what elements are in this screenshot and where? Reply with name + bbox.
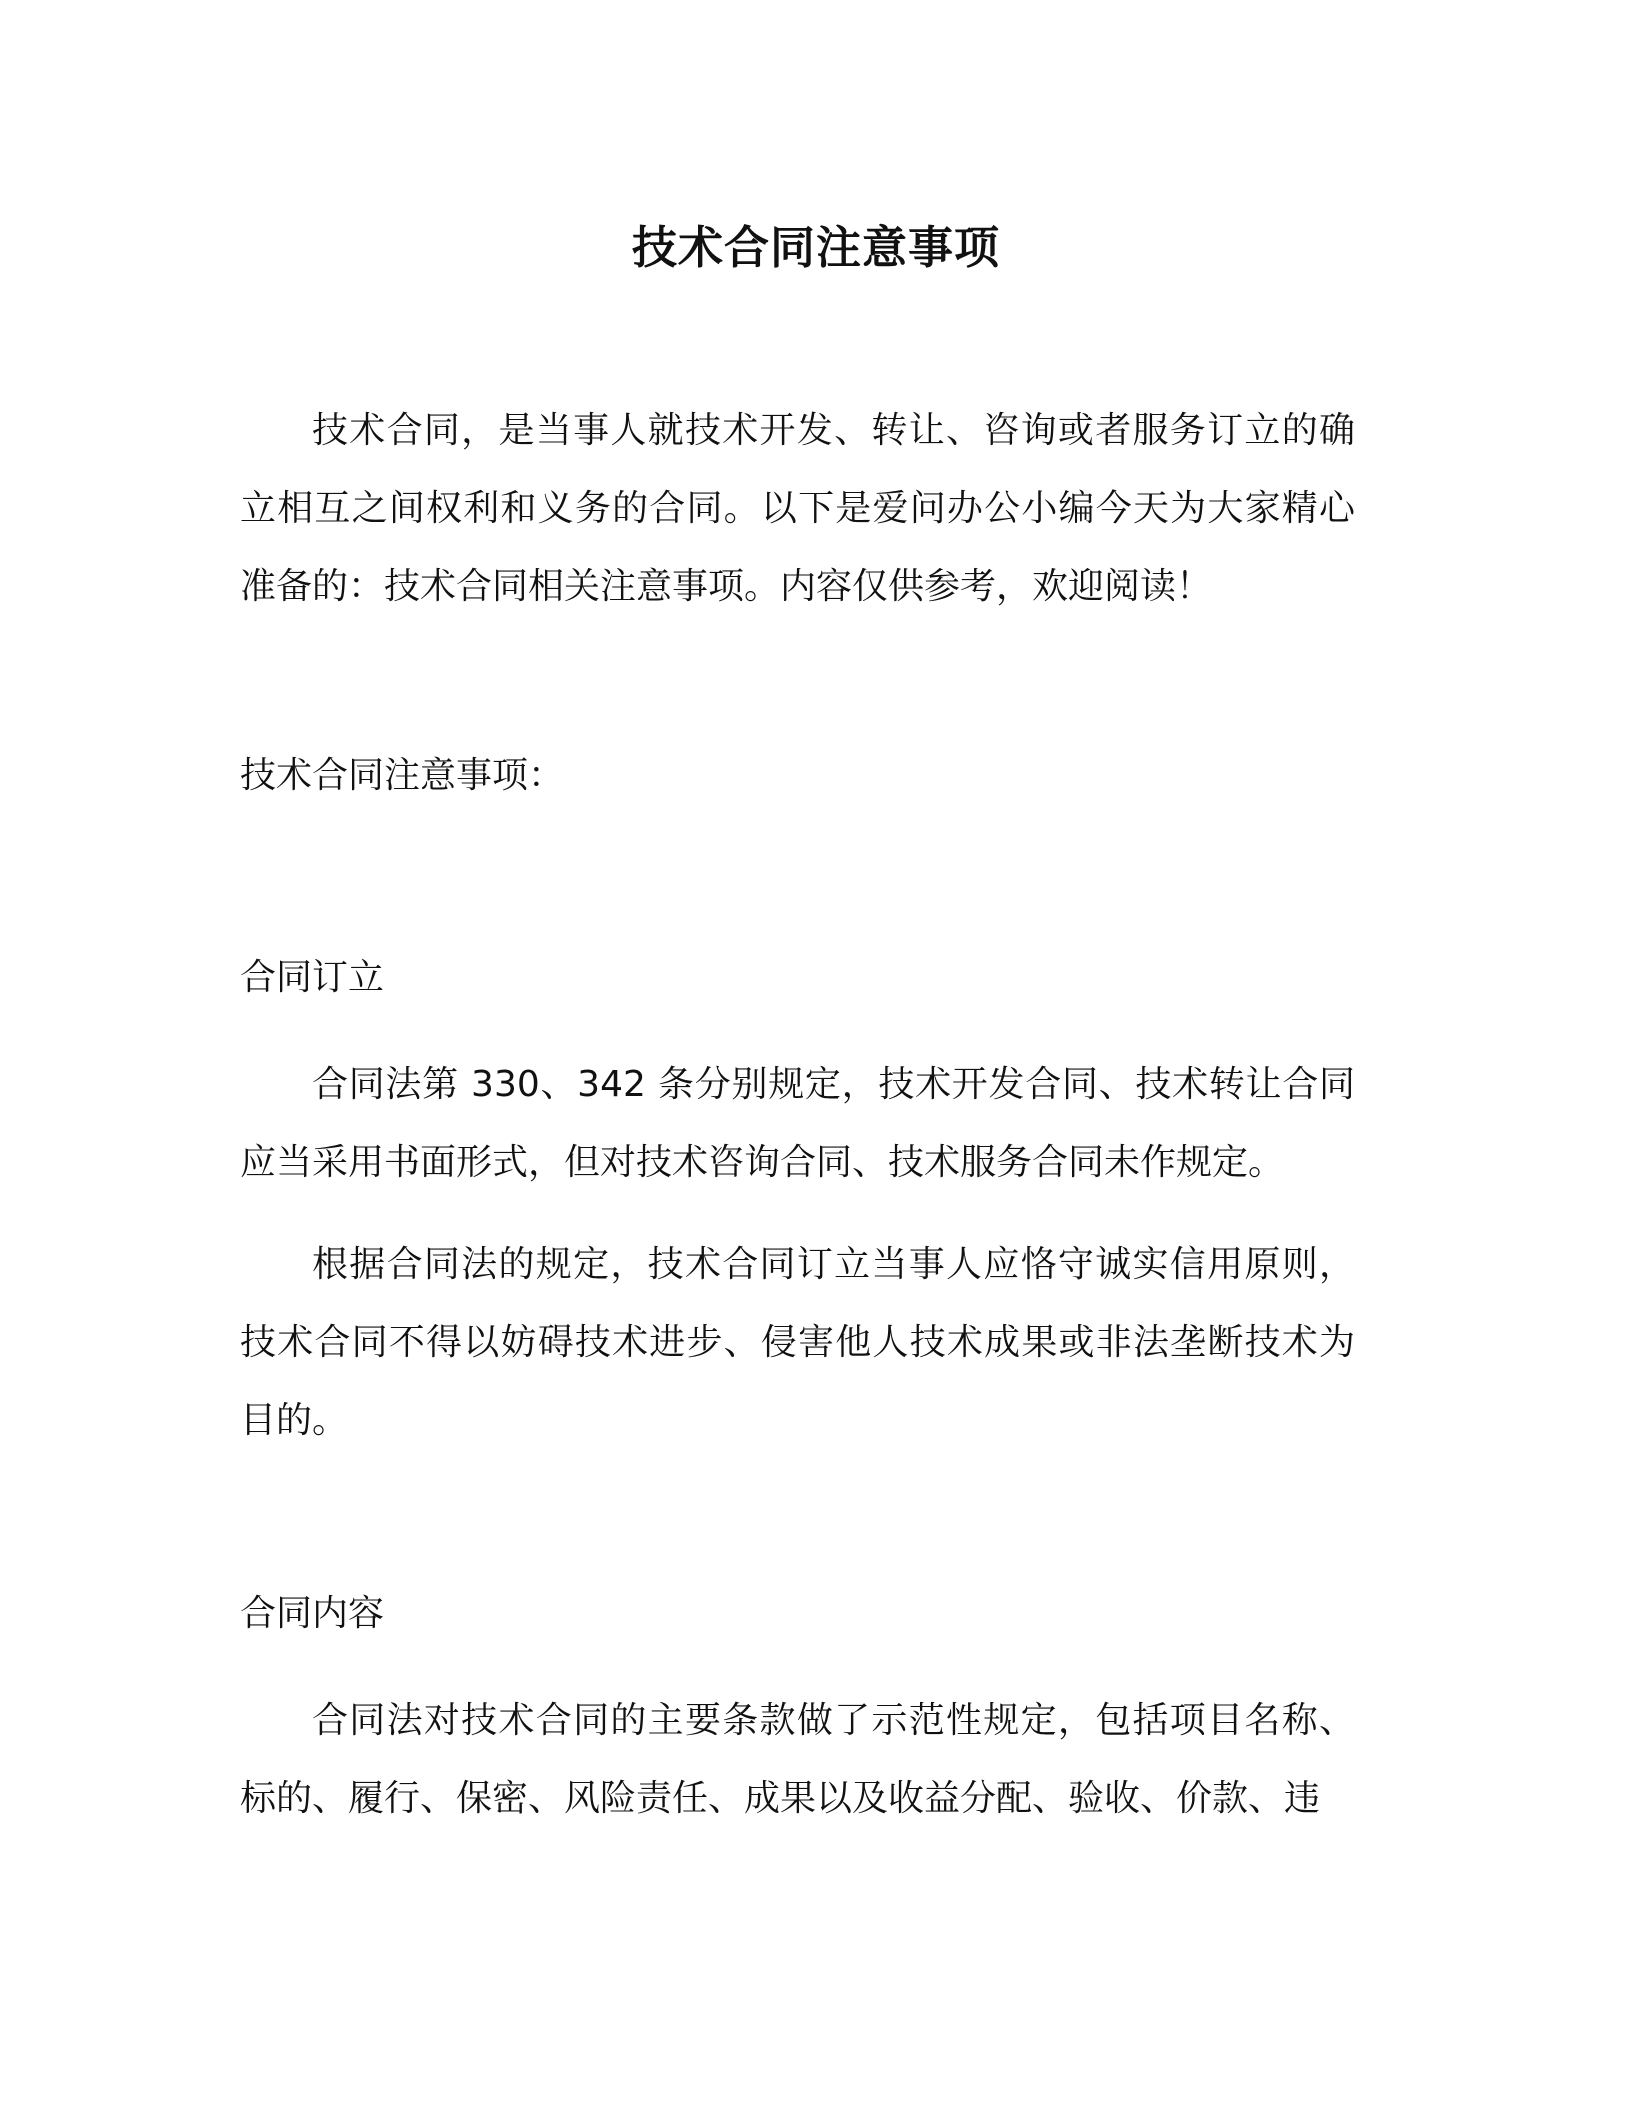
paragraph-contract-content-1: 合同法对技术合同的主要条款做了示范性规定，包括项目名称、标的、履行、保密、风险责任、成果以及收益分配、验收、价款、违	[240, 1700, 1355, 1819]
intro-paragraph: 技术合同，是当事人就技术开发、转让、咨询或者服务订立的确立相互之间权利和义务的合同。以下是爱问办公小编今天为大家精心准备的：技术合同相关注意事项。内容仅供参考，欢迎阅读！	[240, 410, 1355, 607]
paragraph-contract-formation-2: 根据合同法的规定，技术合同订立当事人应恪守诚实信用原则，技术合同不得以妨碍技术进步、侵害他人技术成果或非法垄断技术为目的。	[240, 1244, 1355, 1441]
document-title: 技术合同注意事项	[631, 221, 1000, 274]
section-heading-contract-content: 合同内容	[240, 1593, 385, 1634]
section-intro-heading: 技术合同注意事项：	[240, 755, 565, 796]
paragraph-contract-formation-1: 合同法第 330、342 条分别规定，技术开发合同、技术转让合同应当采用书面形式，但对技术咨询合同、技术服务合同未作规定。	[240, 1064, 1355, 1183]
section-heading-contract-formation: 合同订立	[240, 957, 385, 998]
